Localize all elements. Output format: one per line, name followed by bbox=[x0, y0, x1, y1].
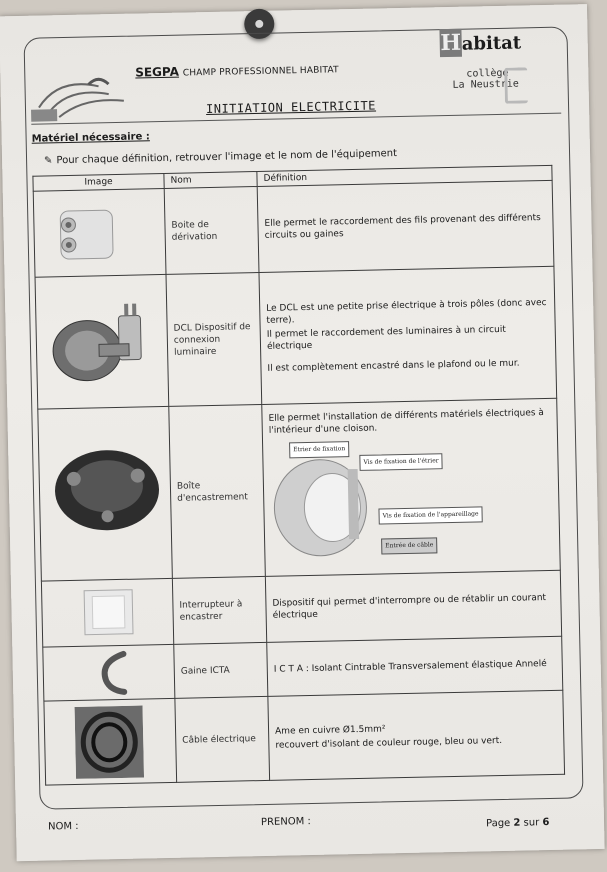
definition-text: Il permet le raccordement des luminaires à un circuit électrique bbox=[266, 324, 506, 352]
page-title: INITIATION ELECTRICITE bbox=[205, 98, 377, 117]
definition-text: recouvert d'isolant de couleur rouge, bleu ou vert. bbox=[275, 735, 503, 751]
definition-cell bbox=[268, 690, 565, 780]
switch-icon bbox=[82, 588, 135, 637]
college-line2: La Neustrie bbox=[452, 78, 519, 91]
cable-image bbox=[44, 698, 177, 785]
gaine-image bbox=[43, 644, 175, 701]
conduit-icon bbox=[93, 650, 134, 697]
definition-text: Elle permet le raccordement des fils provenant des différents circuits ou gaines bbox=[264, 212, 541, 241]
definition-cell bbox=[265, 570, 561, 642]
page-current: 2 bbox=[513, 817, 521, 829]
logo-letter: H bbox=[440, 29, 462, 57]
figure-label: Vis de fixation de l'appareillage bbox=[378, 506, 482, 524]
nom-cell: Câble électrique bbox=[175, 696, 270, 782]
column-header-image: Image bbox=[33, 173, 164, 191]
electrician-sketch-icon bbox=[28, 65, 139, 127]
champ-label: CHAMP PROFESSIONNEL HABITAT bbox=[182, 65, 339, 79]
column-header-definition: Définition bbox=[257, 165, 552, 186]
cable-coil-icon bbox=[75, 706, 144, 779]
nom-cell: Interrupteur à encastrer bbox=[172, 576, 266, 644]
page-total: 6 bbox=[542, 817, 550, 829]
junction-box-icon bbox=[56, 206, 117, 263]
materiel-heading: Matériel nécessaire : bbox=[31, 131, 150, 145]
figure-label: Entrée de câble bbox=[381, 537, 437, 554]
page-number bbox=[486, 817, 550, 829]
equipment-table bbox=[32, 165, 565, 786]
college-line1: collège bbox=[466, 67, 509, 80]
nom-cell: Boîte d'encastrement bbox=[169, 404, 266, 578]
definition-text: Ame en cuivre Ø1.5mm² bbox=[274, 723, 386, 737]
table-row bbox=[41, 570, 561, 647]
flush-box-diagram-icon bbox=[269, 449, 371, 561]
definition-cell bbox=[267, 636, 563, 696]
definition-text: Il est complètement encastré dans le plafond ou le mur. bbox=[267, 358, 520, 374]
junction-box-image bbox=[33, 188, 166, 277]
switch-image bbox=[41, 578, 173, 647]
figure-label: Etrier de fixation bbox=[289, 441, 349, 458]
prenom-label: PRENOM : bbox=[260, 816, 311, 829]
dcl-image bbox=[35, 274, 169, 409]
nom-label: NOM : bbox=[47, 820, 79, 833]
instruction-label: Pour chaque définition, retrouver l'image et le nom de l'équipement bbox=[56, 148, 398, 167]
definition-text: Dispositif qui permet d'interrompre ou de rétablir un courant électrique bbox=[272, 592, 547, 621]
nom-cell: Gaine ICTA bbox=[174, 642, 268, 698]
college-label bbox=[452, 67, 523, 102]
dcl-device-icon bbox=[48, 293, 160, 387]
definition-text: Le DCL est une petite prise électrique à trois pôles (donc avec terre). bbox=[266, 297, 547, 326]
table-row bbox=[38, 398, 560, 581]
table-row bbox=[44, 690, 565, 785]
page-prefix: Page bbox=[485, 817, 511, 830]
encastrement-box-image bbox=[38, 406, 173, 581]
nom-cell: DCL Dispositif de connexion luminaire bbox=[166, 272, 262, 406]
flush-box-icon bbox=[49, 437, 166, 539]
nom-cell: Boite de dérivation bbox=[164, 187, 259, 275]
table-row bbox=[35, 266, 557, 409]
cloison-box-diagram bbox=[269, 435, 532, 572]
definition-cell bbox=[259, 266, 557, 404]
definition-cell bbox=[257, 180, 554, 272]
pencil-icon: ✎ bbox=[43, 155, 53, 167]
logo-text: abitat bbox=[461, 32, 522, 55]
page-sep: sur bbox=[523, 817, 540, 829]
habitat-logo bbox=[439, 27, 532, 59]
definition-text: I C T A : Isolant Cintrable Transversalement élastique Annelé bbox=[273, 658, 547, 675]
table-row bbox=[33, 180, 554, 277]
college-e-logo-icon bbox=[504, 67, 528, 103]
worksheet-page bbox=[0, 4, 605, 861]
definition-text: Elle permet l'installation de différents matériels électriques à l'intérieur d'une cloison. bbox=[268, 408, 544, 436]
segpa-label: SEGPA bbox=[135, 64, 180, 80]
figure-label: Vis de fixation de l'étrier bbox=[359, 453, 442, 471]
column-header-nom: Nom bbox=[164, 172, 257, 189]
definition-cell bbox=[262, 398, 561, 576]
